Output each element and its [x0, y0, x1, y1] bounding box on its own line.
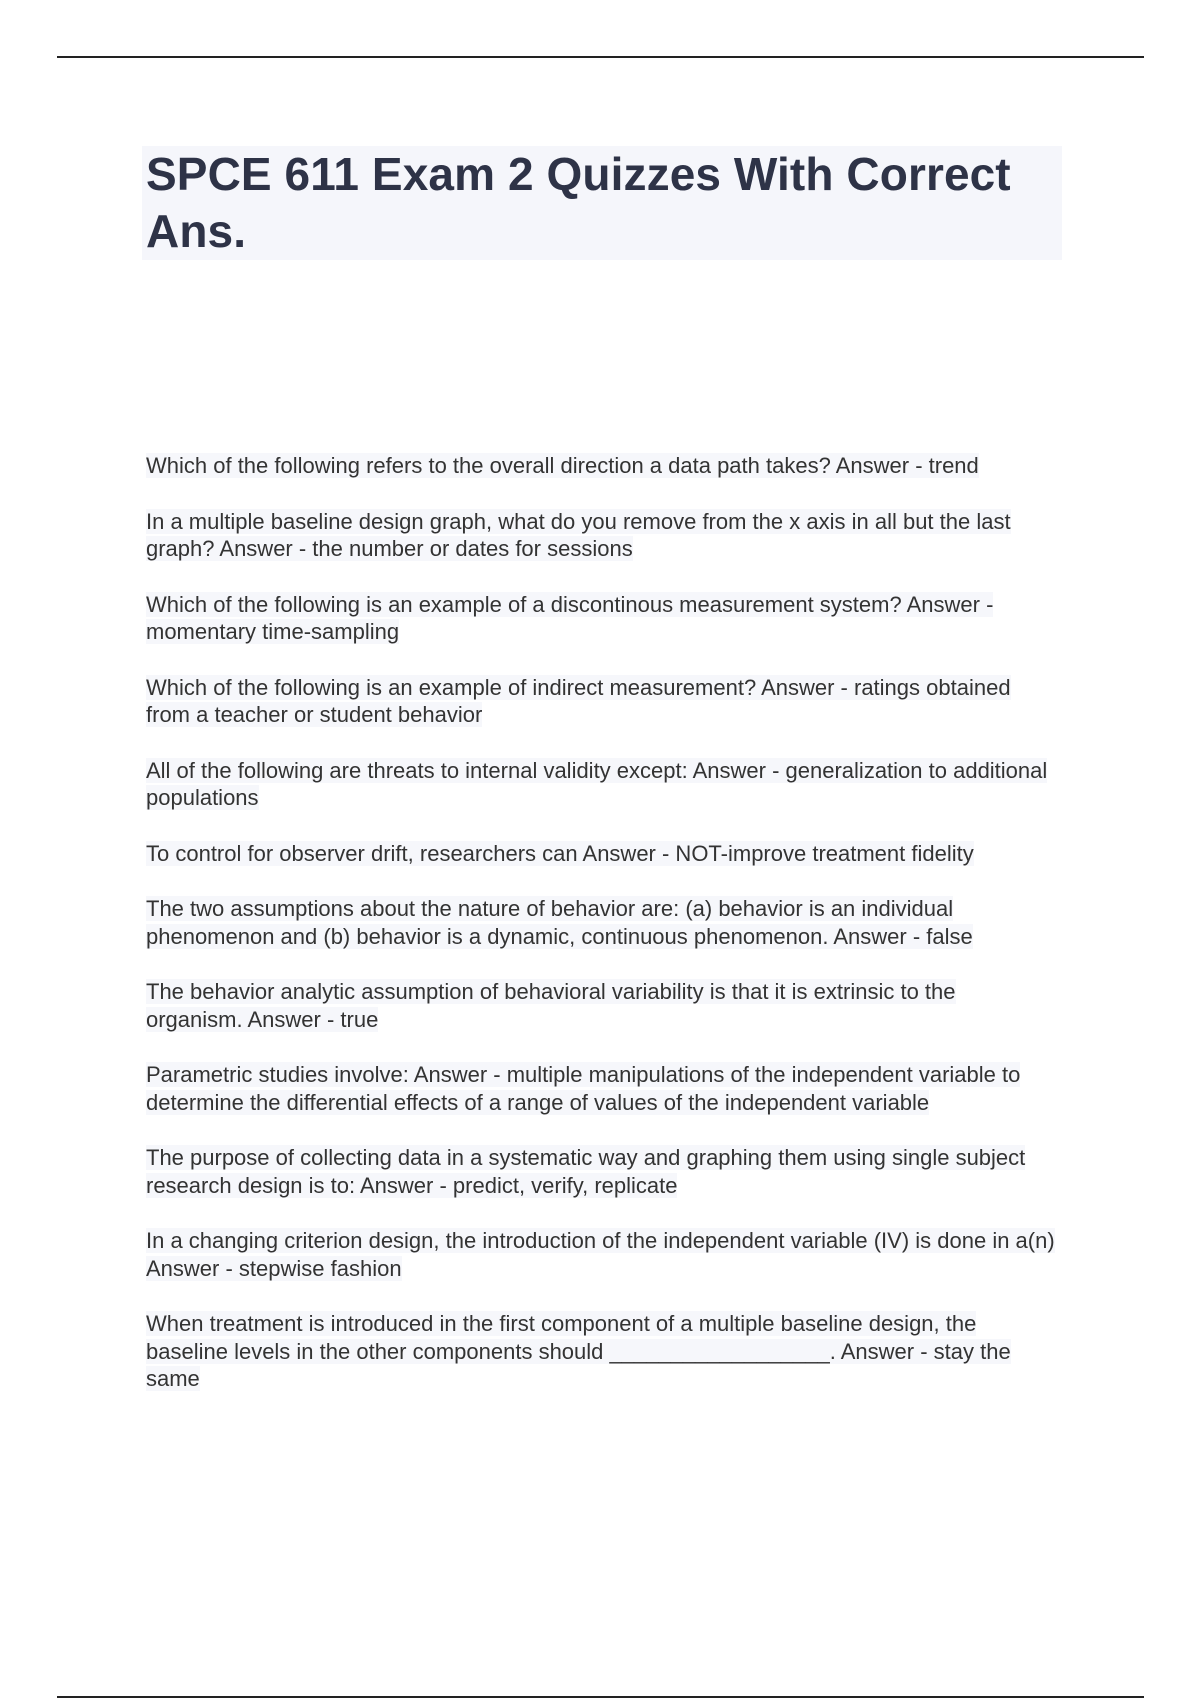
qa-item	[146, 1144, 1056, 1199]
qa-text: All of the following are threats to internal validity except: Answer - generalization to additional populations	[146, 757, 1048, 810]
qa-text: In a multiple baseline design graph, what do you remove from the x axis in all but the last graph? Answer - the number or dates for sessions	[146, 508, 1011, 561]
qa-text: The two assumptions about the nature of behavior are: (a) behavior is an individual phenomenon and (b) behavior is a dynamic, continuous phenomenon. Answer - false	[146, 896, 973, 949]
qa-text: In a changing criterion design, the introduction of the independent variable (IV) is done in a(n) Answer - stepwise fashion	[146, 1228, 1055, 1281]
qa-item	[146, 840, 1056, 868]
document-title: SPCE 611 Exam 2 Quizzes With Correct Ans.	[146, 148, 1011, 257]
qa-item	[146, 1061, 1056, 1116]
qa-item	[146, 508, 1056, 563]
qa-text: When treatment is introduced in the first component of a multiple baseline design, the baseline levels in the other components should __________________. Answer - stay the same	[146, 1311, 1011, 1391]
qa-item	[146, 1310, 1056, 1393]
top-divider	[57, 56, 1144, 58]
qa-text: To control for observer drift, researchers can Answer - NOT-improve treatment fidelity	[146, 840, 974, 866]
title-block	[142, 146, 1062, 260]
bottom-divider	[57, 1696, 1144, 1698]
qa-item	[146, 591, 1056, 646]
qa-item	[146, 1227, 1056, 1282]
qa-list	[146, 452, 1056, 1421]
qa-item	[146, 895, 1056, 950]
qa-text: The purpose of collecting data in a systematic way and graphing them using single subject research design is to: Answer - predict, verify, replicate	[146, 1145, 1026, 1198]
qa-text: Parametric studies involve: Answer - multiple manipulations of the independent variable to determine the differential effects of a range of values of the independent variable	[146, 1062, 1021, 1115]
qa-item	[146, 452, 1056, 480]
qa-text: Which of the following refers to the overall direction a data path takes? Answer - trend	[146, 453, 979, 478]
qa-text: Which of the following is an example of a discontinous measurement system? Answer - momentary time-sampling	[146, 591, 994, 644]
qa-text: The behavior analytic assumption of behavioral variability is that it is extrinsic to the organism. Answer - true	[146, 979, 956, 1032]
qa-item	[146, 674, 1056, 729]
qa-item	[146, 757, 1056, 812]
qa-item	[146, 978, 1056, 1033]
qa-text: Which of the following is an example of indirect measurement? Answer - ratings obtained from a teacher or student behavior	[146, 674, 1011, 727]
